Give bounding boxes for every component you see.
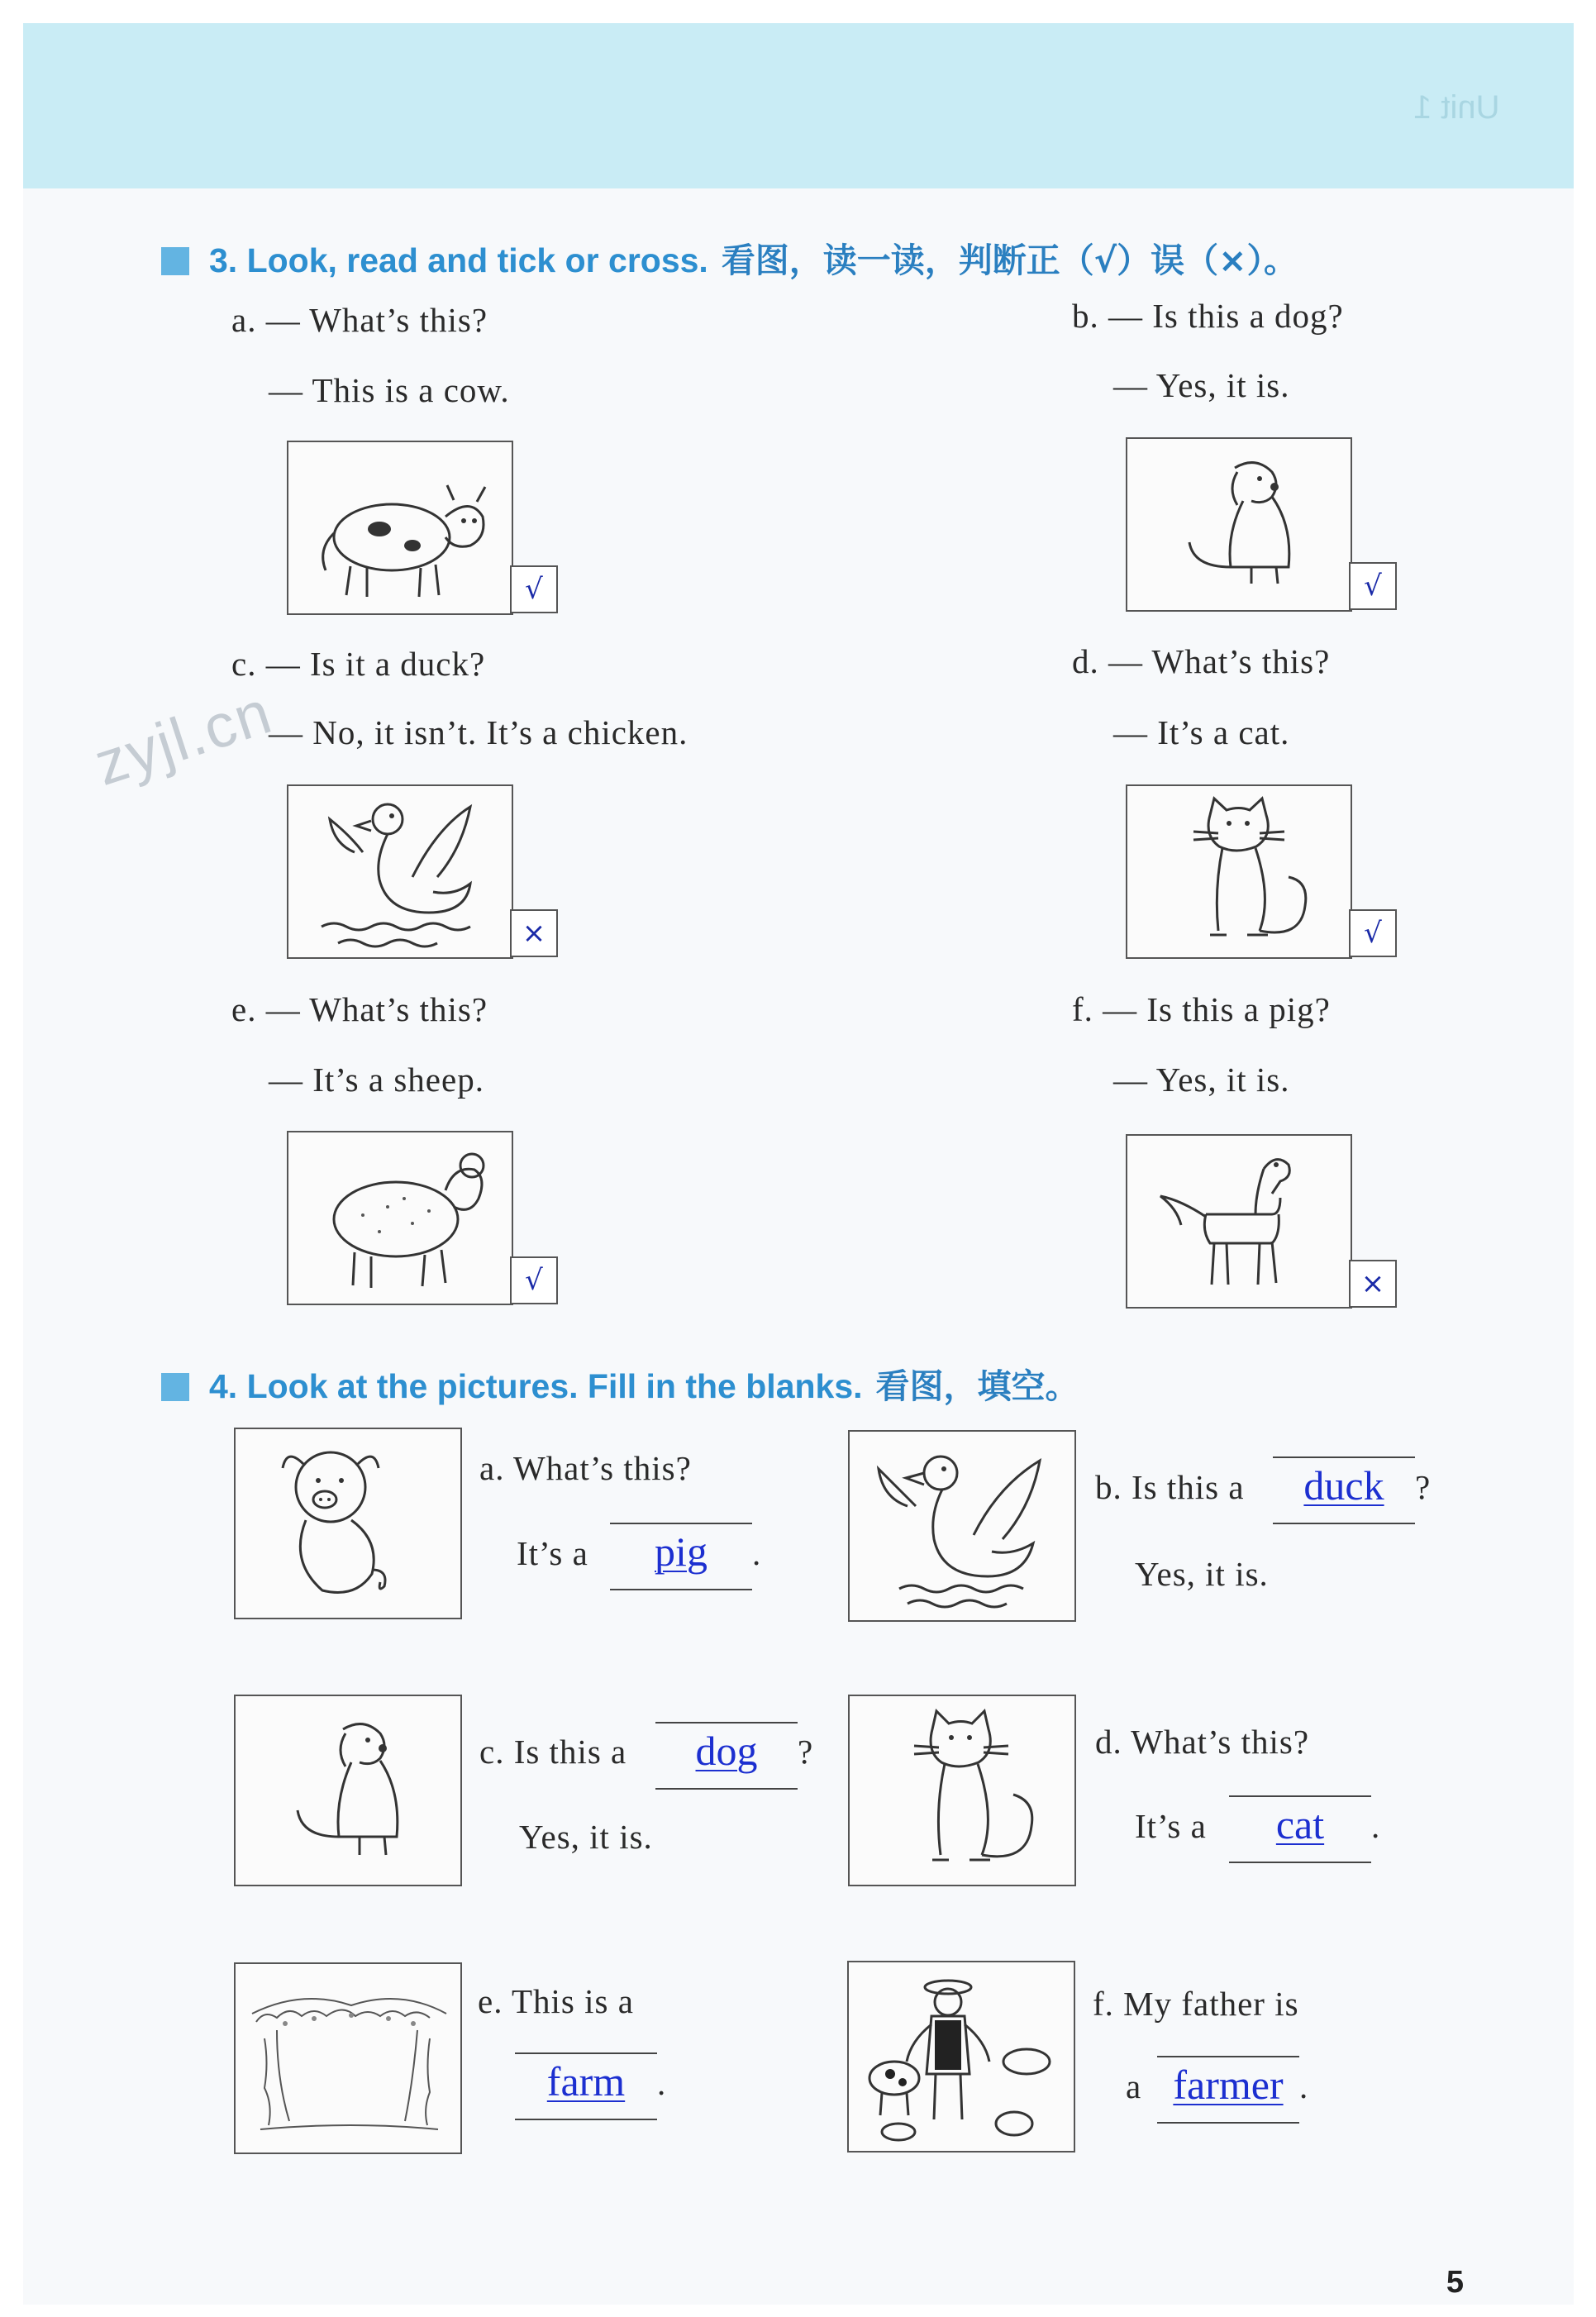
s3-a-question: a. — What’s this? xyxy=(231,301,488,339)
s3-f-question: f. — Is this a pig? xyxy=(1072,990,1331,1028)
s3-e-question: e. — What’s this? xyxy=(231,990,488,1028)
s3-c-question: c. — Is it a duck? xyxy=(231,645,486,683)
s4-c-prefix: c. Is this a xyxy=(479,1733,627,1771)
s4-e-suffix: . xyxy=(657,2064,667,2102)
section-square-icon xyxy=(161,1373,189,1401)
s3-b-question: b. — Is this a dog? xyxy=(1072,297,1344,335)
s4-f-suffix: . xyxy=(1299,2067,1309,2105)
s4-d-prefix: It’s a xyxy=(1135,1807,1207,1845)
s4-b-blank[interactable] xyxy=(1273,1456,1415,1524)
header-banner xyxy=(23,23,1574,188)
duck-picture xyxy=(287,784,513,959)
s4-b-prefix: b. Is this a xyxy=(1095,1468,1245,1506)
sheep-icon xyxy=(288,1132,512,1304)
cow-picture xyxy=(287,441,513,615)
s4-a-prefix: It’s a xyxy=(517,1534,588,1572)
s3-c-mark[interactable]: × xyxy=(510,909,558,957)
page-number: 5 xyxy=(1446,2265,1464,2300)
s4-b-line2: Yes, it is. xyxy=(1135,1555,1269,1593)
s4-f-answer: farmer xyxy=(1173,2062,1284,2108)
pig-icon xyxy=(236,1429,460,1618)
s3-a-mark[interactable]: √ xyxy=(510,565,558,613)
s3-c-answer: — No, it isn’t. It’s a chicken. xyxy=(269,713,688,751)
s3-a-answer: — This is a cow. xyxy=(269,371,510,409)
section-3-title: 3. Look, read and tick or cross. 看图，读一读，判断正（√）误（×）。 xyxy=(161,233,1298,282)
farm-picture xyxy=(234,1962,462,2154)
s4-c-blank[interactable] xyxy=(655,1722,798,1790)
s4-d-line1: d. What’s this? xyxy=(1095,1723,1310,1761)
s4-a-answer: pig xyxy=(655,1528,707,1575)
dog-picture-2 xyxy=(234,1695,462,1886)
s3-f-mark[interactable]: × xyxy=(1349,1260,1397,1308)
s3-e-mark[interactable]: √ xyxy=(510,1256,558,1304)
s3-b-mark[interactable]: √ xyxy=(1349,562,1397,610)
cow-icon xyxy=(288,442,512,613)
s4-b-suffix: ? xyxy=(1415,1468,1432,1506)
cat-picture xyxy=(1126,784,1352,959)
s4-f-prefix: a xyxy=(1126,2067,1142,2105)
cat-icon xyxy=(850,1696,1074,1885)
duck-picture-2 xyxy=(848,1430,1076,1622)
s3-b-answer: — Yes, it is. xyxy=(1113,366,1290,404)
s3-d-mark[interactable]: √ xyxy=(1349,909,1397,957)
section-square-icon xyxy=(161,247,189,275)
sheep-picture xyxy=(287,1131,513,1305)
s4-d-answer: cat xyxy=(1275,1801,1325,1847)
section-4-title: 4. Look at the pictures. Fill in the blanks. 看图，填空。 xyxy=(161,1359,1079,1408)
s4-d-blank[interactable] xyxy=(1229,1795,1371,1863)
pig-picture xyxy=(234,1428,462,1619)
dog-picture xyxy=(1126,437,1352,612)
s4-a-line1: a. What’s this? xyxy=(479,1449,692,1487)
s4-c-suffix: ? xyxy=(798,1733,814,1771)
horse-icon xyxy=(1127,1136,1351,1307)
watermark: zyjl.cn xyxy=(86,677,281,799)
cat-picture-2 xyxy=(848,1695,1076,1886)
cat-icon xyxy=(1127,786,1351,957)
s4-f-blank[interactable] xyxy=(1157,2056,1299,2124)
s4-c-line2: Yes, it is. xyxy=(519,1818,653,1856)
s3-f-answer: — Yes, it is. xyxy=(1113,1061,1290,1099)
horse-picture xyxy=(1126,1134,1352,1309)
s4-d-suffix: . xyxy=(1371,1807,1381,1845)
s4-b-answer: duck xyxy=(1303,1462,1384,1509)
unit-tag: Unit 1 xyxy=(1413,89,1499,126)
dog-icon xyxy=(1127,439,1351,610)
duck-icon xyxy=(288,786,512,957)
s4-e-blank[interactable] xyxy=(515,2052,657,2120)
s3-e-answer: — It’s a sheep. xyxy=(269,1061,484,1099)
farmer-icon xyxy=(849,1962,1074,2151)
s4-e-answer: farm xyxy=(546,2058,626,2105)
s4-a-suffix: . xyxy=(752,1534,762,1572)
dog-icon xyxy=(236,1696,460,1885)
s4-f-line1: f. My father is xyxy=(1093,1985,1299,2023)
farmer-picture xyxy=(847,1961,1075,2153)
s3-d-answer: — It’s a cat. xyxy=(1113,713,1290,751)
s3-d-question: d. — What’s this? xyxy=(1072,642,1331,680)
s4-a-blank[interactable] xyxy=(610,1523,752,1590)
s4-c-answer: dog xyxy=(695,1728,758,1774)
farm-icon xyxy=(236,1964,460,2153)
duck-icon xyxy=(850,1432,1074,1620)
s4-e-line1: e. This is a xyxy=(478,1982,634,2020)
